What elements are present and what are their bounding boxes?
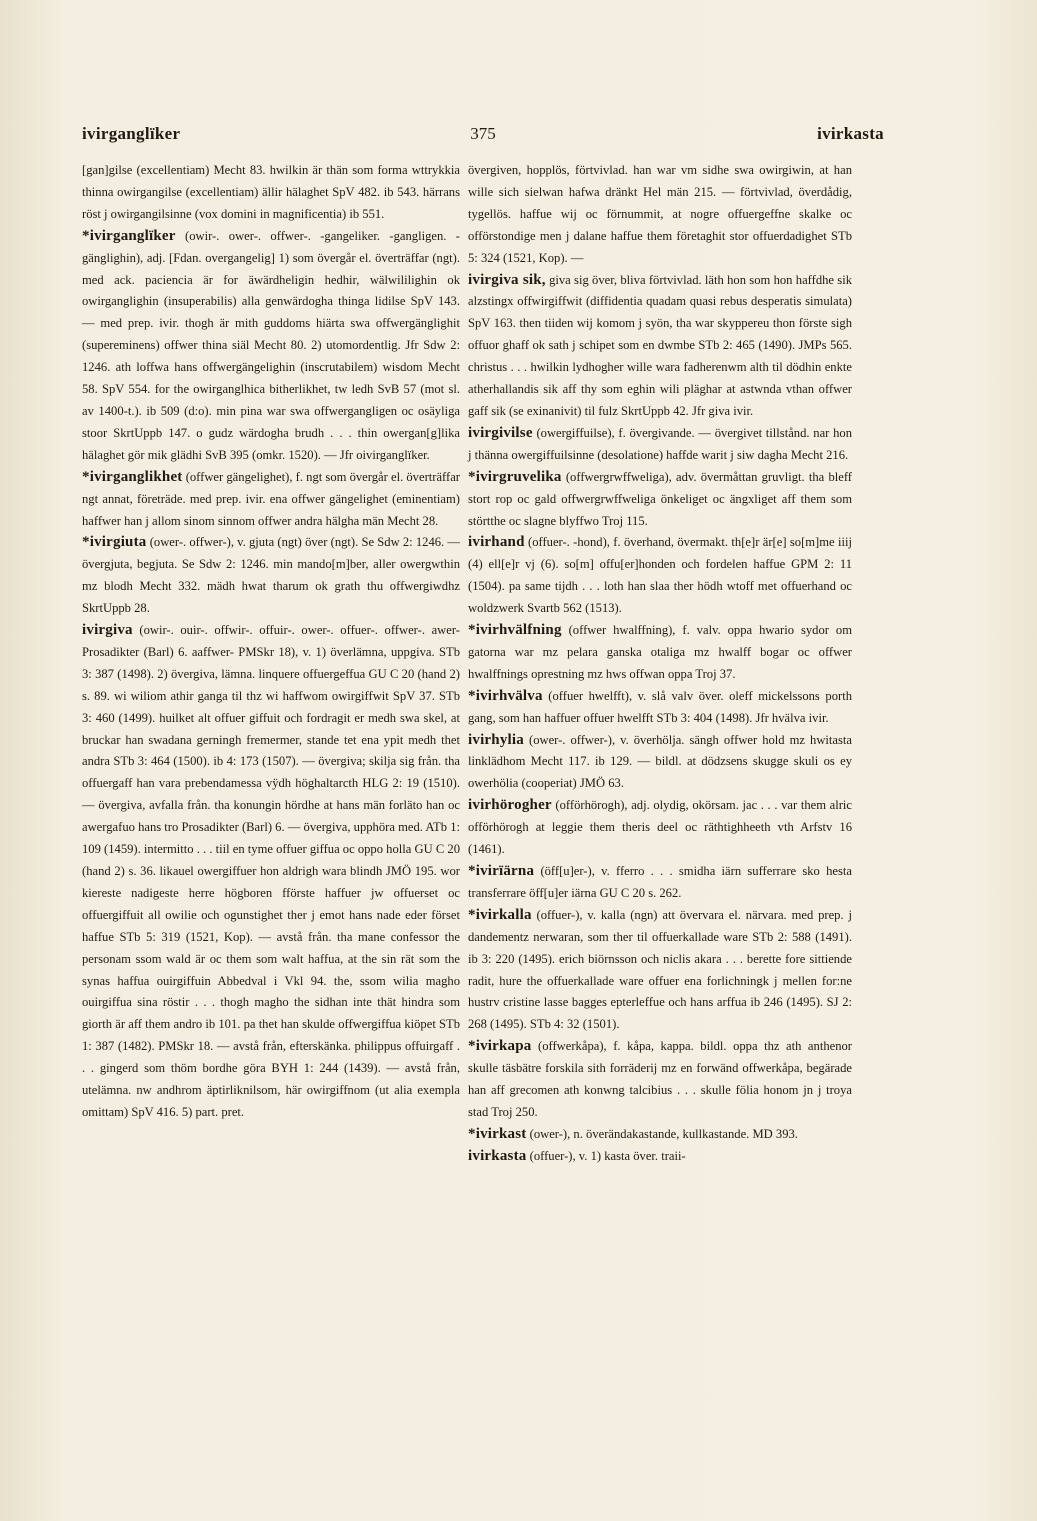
entry — [468, 1124, 852, 1146]
entry — [82, 620, 460, 1124]
entry — [468, 1146, 852, 1168]
entry-lemma: *ivirganglïker — [82, 227, 176, 244]
entry-lemma: ivirhand — [468, 534, 525, 551]
entry — [468, 467, 852, 533]
entry-text: (öff[u]er-), v. fferro . . . smidha iärn sufferrare sko hesta transferrare öff[u]er iärna GU C 20 s. 262. — [468, 864, 852, 900]
entry-lemma: *ivirganglikhet — [82, 468, 183, 485]
right-running-headword: ivirkasta — [817, 124, 884, 143]
entry-text: (owergiffuilse), f. övergivande. — övergivet tillstånd. nar hon j thänna owergiffuilsinne (desolatione) haffde warit j siw dagha Mecht 216. — [468, 425, 852, 462]
entry — [468, 423, 852, 467]
entry-text: giva sig över, bliva förtvivlad. läth hon som hon haffdhe sik alzstingx offwirgiffwit (diffidentia quadam quasi rebus desperatis simulata) SpV 163. then tiiden wij komom j syön, tha war skyppereu thon förste sigh offuor ghaff ok sath j schipet som en dwmbe STb 2: 465 (1490). JMPs 565. christus . . . hwilkin lydhogher wille wara fadherenwm alth til dödhin enkte atherhallandis sik aff thy som eghin wili pläghar at astwnda vthan offwer gaff sik (se exinanivit) til fulz SkrtUppb 42. Jfr giva ivir. — [468, 272, 852, 418]
entry — [468, 1036, 852, 1124]
entry-text: (offuer hwelfft), v. slå valv över. oleff mickelssons porth gang, som han haffuer offuer hwelfft STb 3: 404 (1498). Jfr hvälva ivir. — [468, 688, 852, 725]
entry-text: (offwergrwffweliga), adv. övermåttan gruvligt. tha bleff stort rop oc gald offwergrwffweliga önkeliget oc ängxliget aff them som störtthe oc slagne blyffwo Troj 115. — [468, 469, 852, 528]
entry — [468, 160, 852, 270]
entry-lemma: ivirgivilse — [468, 424, 533, 441]
entry-lemma: ivirgiva sik, — [468, 271, 546, 288]
entry-lemma: *ivirkalla — [468, 906, 532, 923]
entry — [468, 532, 852, 620]
entry-text: [gan]gilse (excellentiam) Mecht 83. hwilkin är thän som forma wttrykkia thinna owirgangilse (excellentiam) ällir hälaghet SpV 482. ib 543. härrans röst j owirgangilsinne (vox domini in magnificentia) ib 551. — [82, 163, 460, 221]
entry — [82, 226, 460, 467]
entry-text: (offuer-), v. kalla (ngn) att övervara el. närvara. med prep. j dandementz nerwaran, som ther til offuerkallade ware STb 2: 588 (1491). ib 3: 220 (1495). erich biörnsson och niclis akara . . . berette fore sittiende radit, hure the offuerkallade ware offuer ena forlichningk j mellen for:ne hustrv cristine lasse bagges epterleffue och hans arffua ib 246 (1495). SJ 2: 268 (1495). STb 4: 32 (1501). — [468, 907, 852, 1032]
running-header — [82, 124, 884, 150]
entry — [468, 795, 852, 861]
entry-text: övergiven, hopplös, förtvivlad. han war vm sidhe swa owirgiwin, at han wille sich sielwan hafwa dränkt Hel män 215. — förtvivlad, överdådig, tygellös. haffue wij oc förnummit, at nogre offuergeffne skalke oc offörstondige men j dalane haffue them företaghit stor offuerdadighet STb 5: 324 (1521, Kop). — — [468, 163, 852, 265]
entry-text: (offuer-), v. 1) kasta över. traii- — [529, 1148, 686, 1163]
entry-lemma: *ivirgruvelika — [468, 468, 562, 485]
entry-lemma: *ivirïärna — [468, 863, 535, 879]
entry-text: (ower-. offwer-), v. gjuta (ngt) över (ngt). Se Sdw 2: 1246. — övergjuta, begjuta. Se Sdw 2: 1246. min mando[m]ber, aller owergwthin mz blodh Mecht 332. mädh hwat tharum ok grath thu offwergiwdhz SkrtUppb 28. — [82, 535, 460, 616]
entry-text: (offwer hwalffning), f. valv. oppa hwario sydor om gatorna war mz pelara ganska otaliga mz hwalff bogar oc offwer hwalffnings oprestning mz hws offwan oppa Troj 37. — [468, 623, 852, 681]
left-column — [82, 160, 460, 1124]
entry — [468, 730, 852, 796]
page-number: 375 — [470, 124, 496, 143]
entry — [468, 270, 852, 423]
entry-lemma: *ivirkast — [468, 1125, 527, 1142]
entry-lemma: ivirhylia — [468, 731, 524, 748]
entry-text: (offörhörogh), adj. olydig, okörsam. jac . . . var them alric offörhörogh at leggie them theris deel oc räthtighheeth vth Arfstv 16 (1461). — [468, 798, 852, 857]
entry — [468, 620, 852, 686]
entry-lemma: *ivirkapa — [468, 1038, 532, 1055]
left-running-headword: ivirganglïker — [82, 124, 181, 143]
entry-text: (ower-), n. överändakastande, kullkastande. MD 393. — [529, 1126, 798, 1141]
entry-text: (offwerkåpa), f. kåpa, kappa. bildl. oppa thz ath anthenor skulle täsbätre forskila sith forräderij mz en forwänd offwerkåpa, begärade han aff grecomen ath konwng talcibius . . . skulle fölia honom jn j troya stad Troj 250. — [468, 1039, 852, 1119]
right-column — [468, 160, 852, 1168]
entry-lemma: ivirkasta — [468, 1147, 527, 1164]
entry-text: (ower-. offwer-), v. överhölja. sängh offwer hold mz hwitasta linklädhom Mecht 117. ib 129. — bildl. at dödzsens skugge skuli os ey owerhölia (cooperiat) JMÖ 63. — [468, 732, 852, 791]
entry — [468, 686, 852, 730]
entry-text: (owir-. ower-. offwer-. -gangeliker. -gangligen. -gänglighin), adj. [Fdan. overgangelig] 1) som övergår el. överträffar (ngt). med ack. paciencia är for äwärdheligin hedhir, wälwililighin ok owirganglighin (insuperabilis) alla genwärdogha thinga lidilse SpV 143. — med prep. ivir. thogh är mith guddoms hiärta swa offwergänglighit (supereminens) offwer thina siäl Mecht 80. 2) utomordentlig. Jfr Sdw 2: 1246. ath loffwa hans offwergängelighin (inscrutabilem) wisdom Mecht 58. SpV 554. for the owirganglhica bitherlikhet, tw ledh SvB 57 (mot sl. av 1400-t.). ib 509 (d:o). min pina war swa offwergangligen oc osäyliga stoor SkrtUppb 147. o gudz wärdogha brudh . . . thin owergan[g]lika hälaghet gör mik glädhi SvB 395 (omkr. 1520). — Jfr oivirganglïker. — [82, 228, 460, 462]
entry — [468, 905, 852, 1036]
entry-text: (owir-. ouir-. offwir-. offuir-. ower-. offuer-. offwer-. awer- Prosadikter (Barl) 6. aaffwer- PMSkr 18), v. 1) överlämna, uppgiva. STb 3: 387 (1498). 2) övergiva, lämna. linquere offuergeffua GU C 20 (hand 2) s. 89. wi wiliom athir ganga til thz wi haffwom owirgiffwit SpV 37. STb 3: 460 (1499). huilket alt offuer giffuit och fordragit er medh swa skel, at bruckar han swadana gerningh fremermer, stande tet ena ypit medh thet andra STb 3: 464 (1500). ib 4: 173 (1507). — övergiva; skilja sig från. tha offuergaff han vara prebendamessa vÿdh höghaltarcth HLG 2: 19 (1510). — övergiva, avfalla från. tha konungin hördhe at hans män forläto han oc awergafuo hans tro Prosadikter (Barl) 6. — övergiva, upphöra med. ATb 1: 109 (1459). intermitto . . . tiil en tyme offuer giffua oc oppo holla GU C 20 (hand 2) s. 36. likauel owergiffuer hon aldrigh wara blindh JMÖ 195. wor kiereste nadigeste herre högboren fförste haffuer jw offuerset oc offuergiffuit all owilie och ogunstighet ther j emot hans nade eder förset haffue STb 5: 319 (1521, Kop). — avstå från. tha mane confessor the personam ssom wald är oc them som walt haffua, at the sin rät som the synas haffua ouirgiffuin Abbedval i Vkl 94. the, ssom wilia magho ouirgiffua sina röstir . . . thogh magho the sidhan inte thät hindra som giorth är aff them andro ib 101. pa thet han skulde offwergiffua kiöpet STb 1: 387 (1482). PMSkr 18. — avstå från, efterskänka. philippus offuirgaff . . . gingerd som thöm bordhe göra BYH 1: 244 (1439). — avstå från, utelämna. nw andhrom äptirliknilsom, här owirgiffnom (ut alia exempla omittam) SpV 416. 5) part. pret. — [82, 623, 460, 1119]
entry-lemma: *ivirgiuta — [82, 534, 147, 551]
entry-lemma: ivirgiva — [82, 622, 133, 639]
entry-lemma: ivirhörogher — [468, 797, 552, 814]
entry — [82, 467, 460, 533]
entry-lemma: *ivirhvälva — [468, 687, 543, 704]
entry-text: (offwer gängelighet), f. ngt som övergår el. överträffar ngt annat, företräde. med prep. ivir. ena offwer gängelighet (eminentiam) haffwer han j allom sinom sinnom offwer andra hälgha män Mecht 28. — [82, 469, 460, 528]
entry — [82, 532, 460, 620]
entry-lemma: *ivirhvälfning — [468, 622, 562, 639]
entry-text: (offuer-. -hond), f. överhand, övermakt. th[e]r är[e] so[m]me iiij (4) ell[e]r vj (6). so[m] offu[er]honden och fordelen haffue GPM 2: 11 (1504). pa same tijdh . . . loth han slaa ther hödh wtoff met offuerhand oc woldzwerk Svartb 562 (1513). — [468, 535, 853, 616]
entry — [82, 160, 460, 226]
entry — [468, 861, 852, 905]
